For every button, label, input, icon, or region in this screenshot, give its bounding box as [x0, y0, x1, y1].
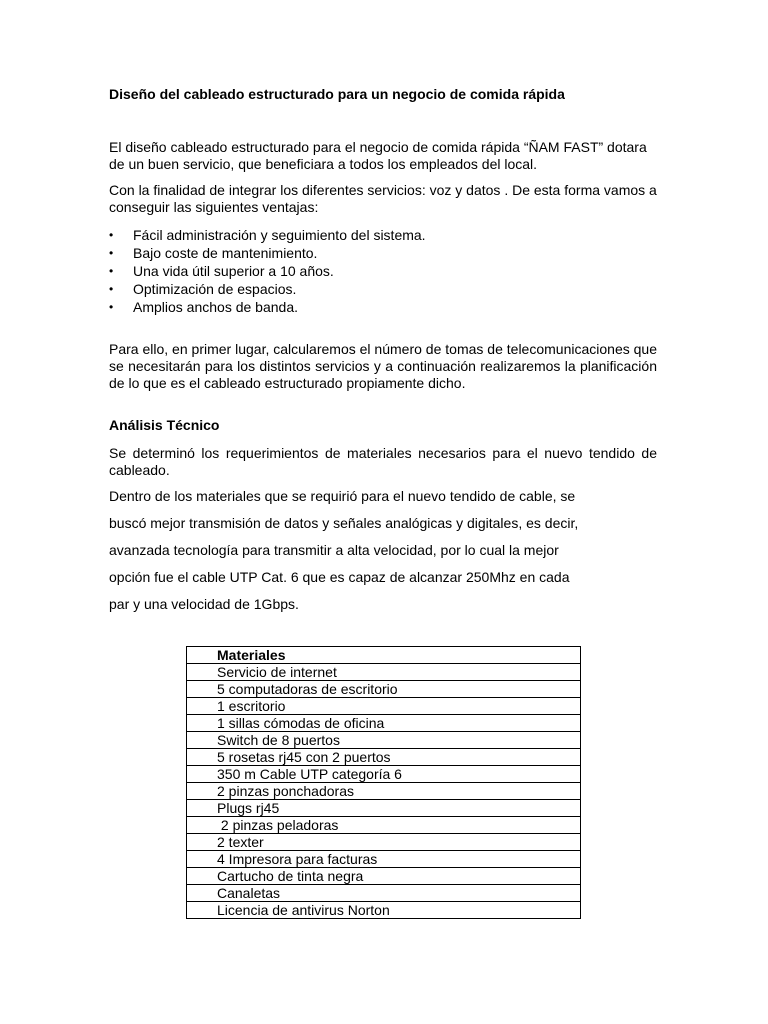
- table-cell: 350 m Cable UTP categoría 6: [187, 766, 581, 783]
- list-item: • Amplios anchos de banda.: [109, 299, 298, 315]
- materials-text-line: opción fue el cable UTP Cat. 6 que es capaz de alcanzar 250Mhz en cada: [109, 569, 570, 585]
- table-cell: Licencia de antivirus Norton: [187, 902, 581, 919]
- table-cell: 2 texter: [187, 834, 581, 851]
- table-row: [187, 885, 581, 902]
- table-row: [187, 766, 581, 783]
- table-header-cell: Materiales: [187, 647, 581, 664]
- table-cell: Plugs rj45: [187, 800, 581, 817]
- technical-heading: Análisis Técnico: [109, 417, 220, 433]
- advantages-list: [109, 226, 657, 316]
- list-item: • Optimización de espacios.: [109, 281, 297, 297]
- table-header-row: [187, 647, 581, 664]
- list-item: • Fácil administración y seguimiento del sistema.: [109, 227, 426, 243]
- requirements-paragraph: Se determinó los requerimientos de materiales necesarios para el nuevo tendido de cableado.: [109, 445, 657, 478]
- materials-text-line: Dentro de los materiales que se requirió para el nuevo tendido de cable, se: [109, 488, 576, 504]
- table-row: [187, 732, 581, 749]
- table-cell: Cartucho de tinta negra: [187, 868, 581, 885]
- table-row: [187, 868, 581, 885]
- table-cell: 5 computadoras de escritorio: [187, 681, 581, 698]
- materials-text-line: avanzada tecnología para transmitir a alta velocidad, por lo cual la mejor: [109, 542, 559, 558]
- table-row: [187, 851, 581, 868]
- table-row: [187, 749, 581, 766]
- purpose-paragraph: Con la finalidad de integrar los diferentes servicios: voz y datos . De esta forma vamos a conseguir las siguientes ventajas:: [109, 182, 657, 215]
- plan-paragraph: Para ello, en primer lugar, calcularemos el número de tomas de telecomunicaciones que se necesitarán para los distintos servicios y a continuación realizaremos la planificación de lo que es el cableado estructurado propiamente dicho.: [109, 341, 657, 391]
- table-row: [187, 698, 581, 715]
- table-row: [187, 681, 581, 698]
- list-item: • Bajo coste de mantenimiento.: [109, 245, 318, 261]
- table-row: [187, 783, 581, 800]
- table-cell: Switch de 8 puertos: [187, 732, 581, 749]
- bullet-icon: •: [109, 228, 114, 242]
- table-row: [187, 715, 581, 732]
- bullet-icon: •: [109, 246, 114, 260]
- intro-paragraph: El diseño cableado estructurado para el negocio de comida rápida “ÑAM FAST” dotara de un buen servicio, que beneficiara a todos los empleados del local.: [109, 139, 647, 172]
- table-row: [187, 902, 581, 919]
- list-item: • Una vida útil superior a 10 años.: [109, 263, 334, 279]
- bullet-icon: •: [109, 282, 114, 296]
- table-cell: 4 Impresora para facturas: [187, 851, 581, 868]
- table-cell: 2 pinzas peladoras: [187, 817, 581, 834]
- materials-table: [186, 646, 581, 919]
- table-cell: 1 sillas cómodas de oficina: [187, 715, 581, 732]
- table-cell: 5 rosetas rj45 con 2 puertos: [187, 749, 581, 766]
- table-cell: Canaletas: [187, 885, 581, 902]
- table-cell: 2 pinzas ponchadoras: [187, 783, 581, 800]
- table-row: [187, 834, 581, 851]
- table-cell: Servicio de internet: [187, 664, 581, 681]
- materials-text-line: buscó mejor transmisión de datos y señales analógicas y digitales, es decir,: [109, 515, 579, 531]
- document-title: Diseño del cableado estructurado para un negocio de comida rápida: [109, 86, 565, 102]
- table-row: [187, 664, 581, 681]
- bullet-icon: •: [109, 264, 114, 278]
- bullet-icon: •: [109, 300, 114, 314]
- table-row: [187, 817, 581, 834]
- table-row: [187, 800, 581, 817]
- materials-text-line: par y una velocidad de 1Gbps.: [109, 596, 299, 612]
- table-cell: 1 escritorio: [187, 698, 581, 715]
